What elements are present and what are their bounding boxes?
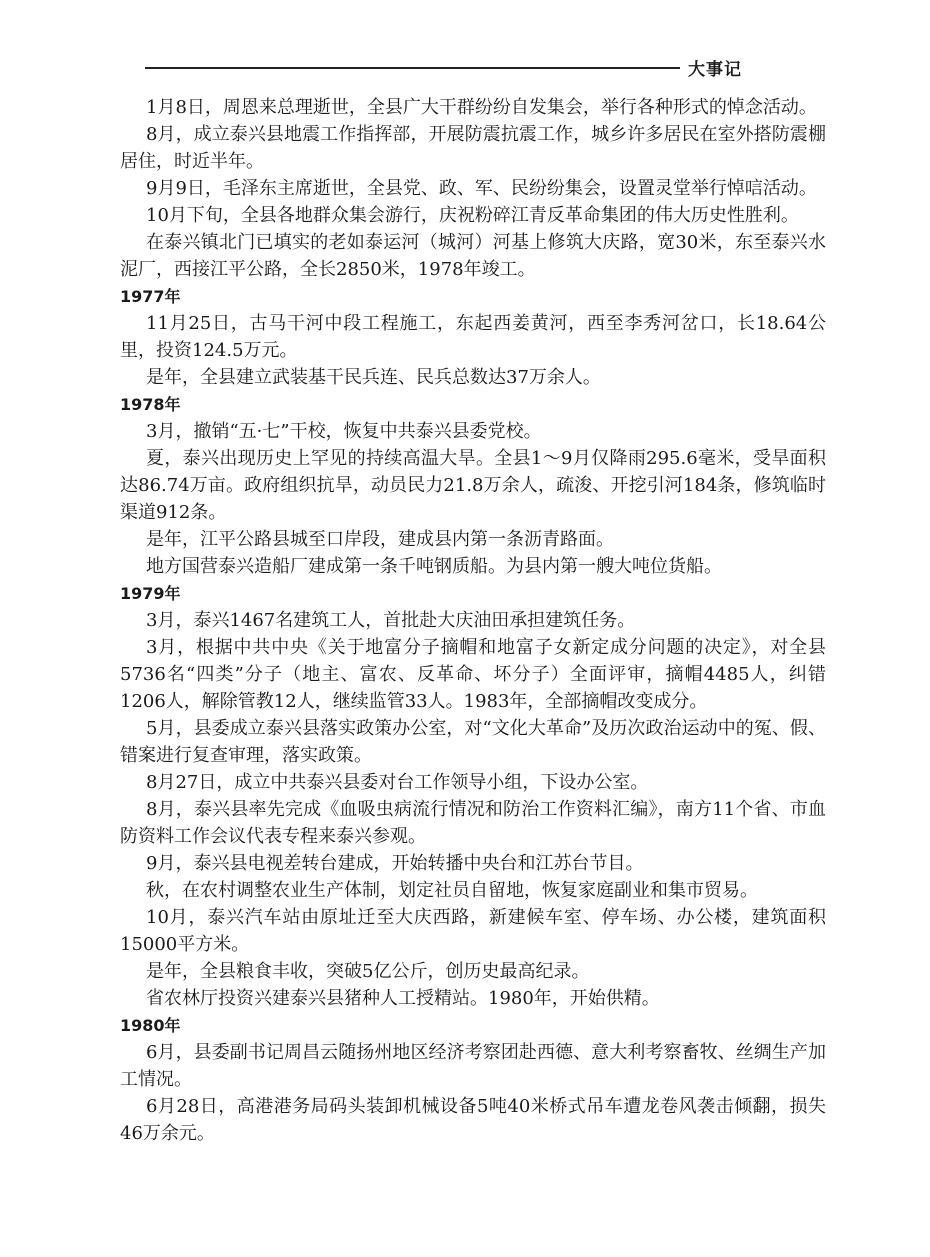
event-entry: 8月，泰兴县率先完成《血吸虫病流行情况和防治工作资料汇编》，南方11个省、市血防资料工作会议代表专程来泰兴参观。 xyxy=(120,799,826,847)
event-entry: 10月，泰兴汽车站由原址迁至大庆西路，新建候车室、停车场、办公楼，建筑面积15000平方米。 xyxy=(120,907,826,955)
event-entry: 地方国营泰兴造船厂建成第一条千吨钢质船。为县内第一艘大吨位货船。 xyxy=(146,556,722,577)
event-entry: 是年，全县粮食丰收，突破5亿公斤，创历史最高纪录。 xyxy=(146,961,590,982)
event-entry: 3月，根据中共中央《关于地富分子摘帽和地富子女新定成分问题的决定》，对全县5736名“四类”分子（地主、富农、反革命、坏分子）全面评审，摘帽4485人，纠错1206人，解除管教12人，继续监管33人。1983年，全部摘帽改变成分。 xyxy=(120,637,826,712)
event-entry: 夏，泰兴出现历史上罕见的持续高温大旱。全县1～9月仅降雨295.6毫米，受旱面积达86.74万亩。政府组织抗旱，动员民力21.8万余人，疏浚、开挖引河184条，修筑临时渠道912条。 xyxy=(120,448,826,523)
chronicle-body xyxy=(120,94,826,1147)
event-entry: 3月，撤销“五·七”干校，恢复中共泰兴县委党校。 xyxy=(146,421,542,442)
event-entry: 6月，县委副书记周昌云随扬州地区经济考察团赴西德、意大利考察畜牧、丝绸生产加工情况。 xyxy=(120,1042,826,1090)
year-heading: 1979年 xyxy=(120,584,181,603)
event-entry: 1月8日，周恩来总理逝世，全县广大干群纷纷自发集会，举行各种形式的悼念活动。 xyxy=(146,97,817,118)
event-entry: 8月，成立泰兴县地震工作指挥部，开展防震抗震工作，城乡许多居民在室外搭防震棚居住，时近半年。 xyxy=(120,124,826,172)
event-entry: 是年，江平公路县城至口岸段，建成县内第一条沥青路面。 xyxy=(146,529,614,550)
year-heading: 1980年 xyxy=(120,1016,181,1035)
year-heading: 1978年 xyxy=(120,395,181,414)
event-entry: 6月28日，高港港务局码头装卸机械设备5吨40米桥式吊车遭龙卷风袭击倾翻，损失46万余元。 xyxy=(120,1096,826,1144)
event-entry: 在泰兴镇北门已填实的老如泰运河（城河）河基上修筑大庆路，宽30米，东至泰兴水泥厂，西接江平公路，全长2850米，1978年竣工。 xyxy=(120,232,826,280)
event-entry: 9月，泰兴县电视差转台建成，开始转播中央台和江苏台节目。 xyxy=(146,853,644,874)
event-entry: 8月27日，成立中共泰兴县委对台工作领导小组，下设办公室。 xyxy=(146,772,649,793)
event-entry: 5月，县委成立泰兴县落实政策办公室，对“文化大革命”及历次政治运动中的冤、假、错案进行复查审理，落实政策。 xyxy=(120,718,826,766)
header-rule xyxy=(145,67,680,69)
event-entry: 10月下旬，全县各地群众集会游行，庆祝粉碎江青反革命集团的伟大历史性胜利。 xyxy=(146,205,799,226)
running-header-title: 大事记 xyxy=(688,60,742,80)
event-entry: 9月9日，毛泽东主席逝世，全县党、政、军、民纷纷集会，设置灵堂举行悼唁活动。 xyxy=(146,178,817,199)
year-heading: 1977年 xyxy=(120,287,181,306)
event-entry: 秋，在农村调整农业生产体制，划定社员自留地，恢复家庭副业和集市贸易。 xyxy=(146,880,758,901)
event-entry: 3月，泰兴1467名建筑工人，首批赴大庆油田承担建筑任务。 xyxy=(146,610,636,631)
event-entry: 是年，全县建立武装基干民兵连、民兵总数达37万余人。 xyxy=(146,367,601,388)
event-entry: 省农林厅投资兴建泰兴县猪种人工授精站。1980年，开始供精。 xyxy=(146,988,660,1009)
event-entry: 11月25日，古马干河中段工程施工，东起西姜黄河，西至李秀河岔口，长18.64公里，投资124.5万元。 xyxy=(120,313,826,361)
